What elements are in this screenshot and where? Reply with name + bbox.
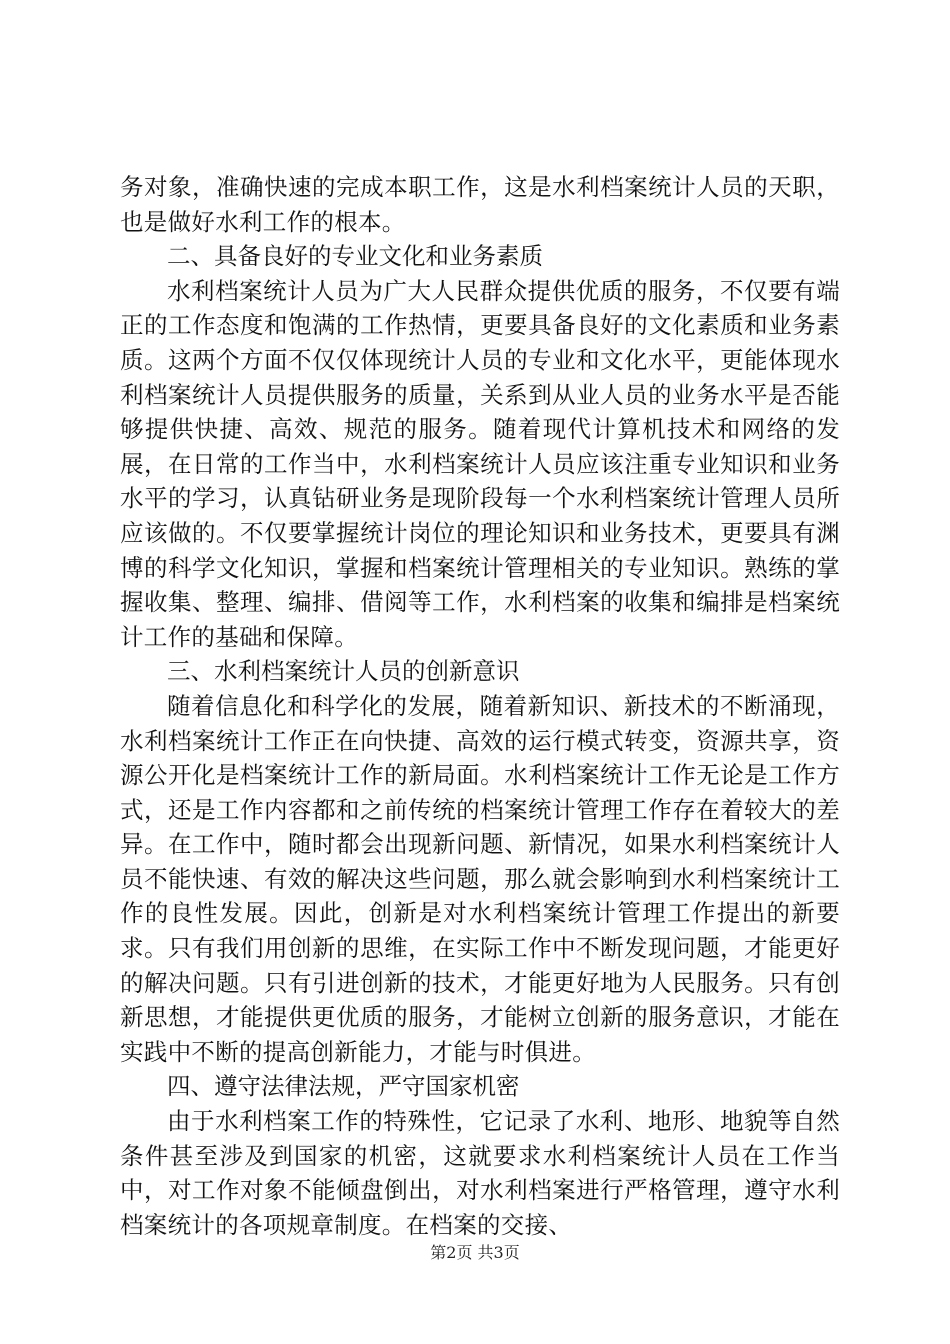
paragraph-continuation: 务对象，准确快速的完成本职工作，这是水利档案统计人员的天职，也是做好水利工作的根本。 [120, 173, 840, 236]
page-number: 第2页 共3页 [430, 1243, 520, 1262]
paragraph-section-3: 随着信息化和科学化的发展，随着新知识、新技术的不断涌现，水利档案统计工作正在向快捷、高效的运行模式转变，资源共享，资源公开化是档案统计工作的新局面。水利档案统计工作无论是工作方式，还是工作内容都和之前传统的档案统计管理工作存在着较大的差异。在工作中，随时都会出现新问题、新情况，如果水利档案统计人员不能快速、有效的解决这些问题，那么就会影响到水利档案统计工作的良性发展。因此，创新是对水利档案统计管理工作提出的新要求。只有我们用创新的思维，在实际工作中不断发现问题，才能更好的解决问题。只有引进创新的技术，才能更好地为人民服务。只有创新思想，才能提供更优质的服务，才能树立创新的服务意识，才能在实践中不断的提高创新能力，才能与时俱进。 [120, 691, 840, 1066]
page-footer [0, 1240, 950, 1263]
paragraph-section-4: 由于水利档案工作的特殊性，它记录了水利、地形、地貌等自然条件甚至涉及到国家的机密，这就要求水利档案统计人员在工作当中，对工作对象不能倾盘倒出，对水利档案进行严格管理，遵守水利档案统计的各项规章制度。在档案的交接、 [120, 1107, 840, 1239]
paragraph-section-2: 水利档案统计人员为广大人民群众提供优质的服务，不仅要有端正的工作态度和饱满的工作热情，更要具备良好的文化素质和业务素质。这两个方面不仅仅体现统计人员的专业和文化水平，更能体现水利档案统计人员提供服务的质量，关系到从业人员的业务水平是否能够提供快捷、高效、规范的服务。随着现代计算机技术和网络的发展，在日常的工作当中，水利档案统计人员应该注重专业知识和业务水平的学习，认真钻研业务是现阶段每一个水利档案统计管理人员所应该做的。不仅要掌握统计岗位的理论知识和业务技术，更要具有渊博的科学文化知识，掌握和档案统计管理相关的专业知识。熟练的掌握收集、整理、编排、借阅等工作，水利档案的收集和编排是档案统计工作的基础和保障。 [120, 276, 840, 651]
section-heading-4: 四、遵守法律法规，严守国家机密 [167, 1072, 520, 1101]
section-heading-2: 二、具备良好的专业文化和业务素质 [167, 242, 543, 271]
document-body [120, 170, 840, 1242]
section-heading-3: 三、水利档案统计人员的创新意识 [167, 657, 520, 686]
